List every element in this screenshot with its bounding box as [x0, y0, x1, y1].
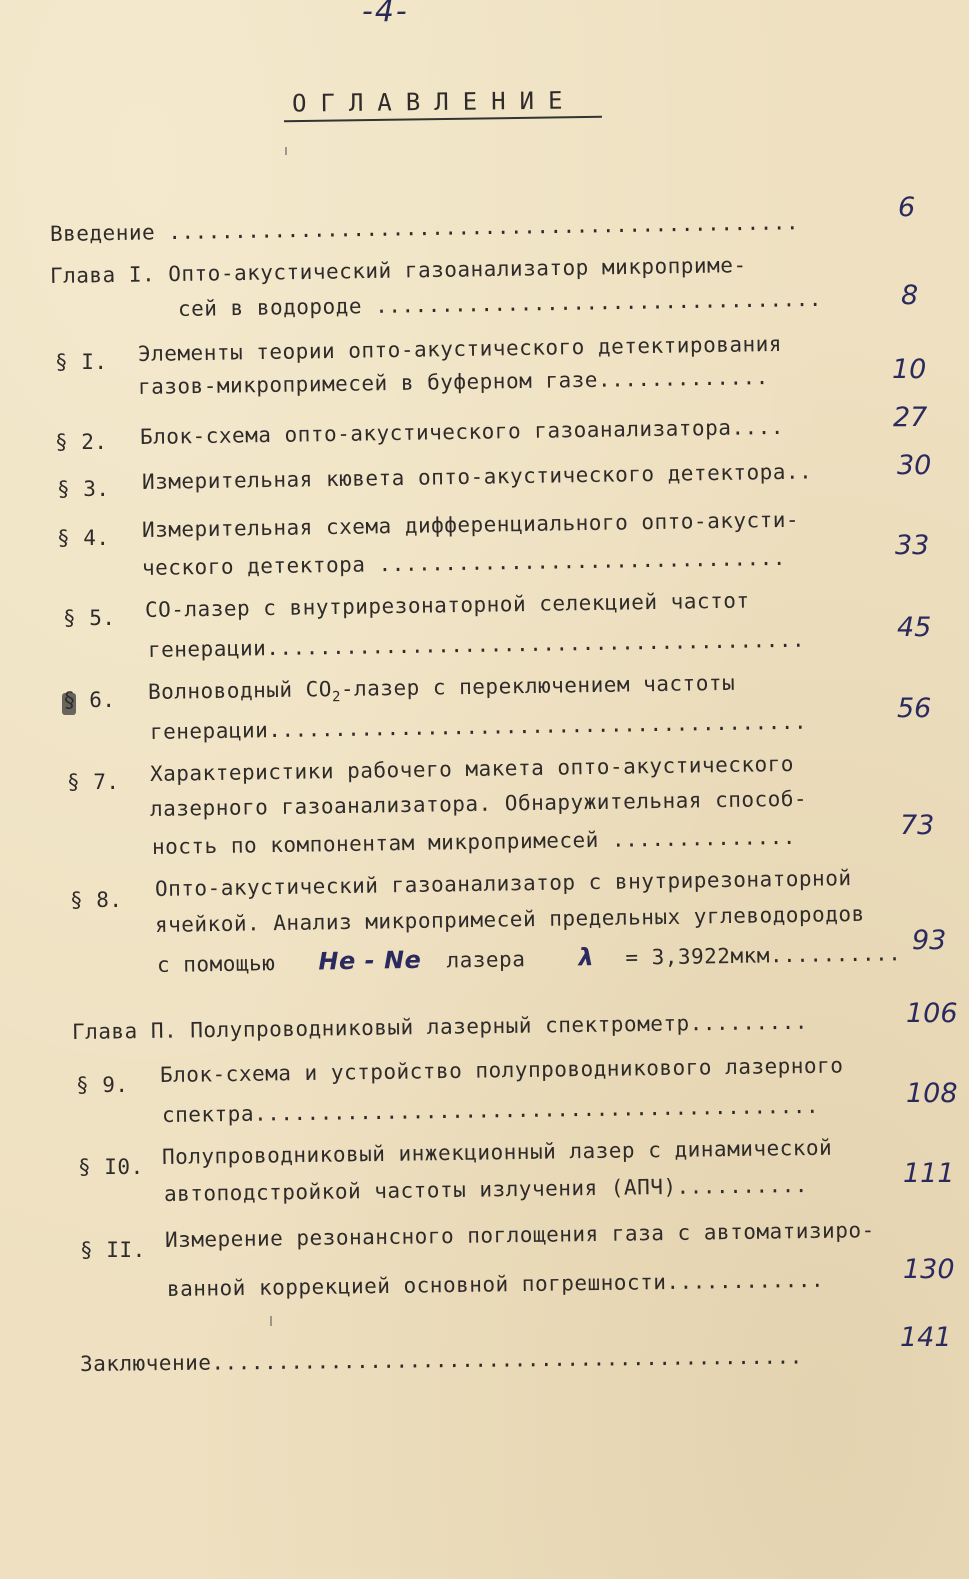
page-ref-section-8: 93	[912, 925, 947, 956]
page-ref-section-7: 73	[900, 810, 935, 841]
toc-section-8-text-c: = 3,3922мкм..........	[625, 941, 902, 970]
toc-section-4-line-2: ческого детектора ...............................	[141, 545, 787, 580]
toc-section-7-line-1: Характеристики рабочего макета опто-акустического	[149, 751, 795, 786]
toc-section-10-line-2: автоподстройкой частоты излучения (АПЧ)..........	[163, 1173, 809, 1206]
page-ref-section-10: 111	[903, 1158, 955, 1189]
handwritten-lambda: λ	[578, 943, 595, 972]
toc-section-1-line-1: Элементы теории опто-акустического детектирования	[137, 331, 783, 366]
page-ref-introduction: 6	[898, 192, 916, 223]
section-label-8: § 8.	[70, 888, 123, 912]
toc-section-6-text-a: Волноводный СО	[147, 677, 333, 704]
toc-section-7-line-3: ность по компонентам микропримесей ..............	[151, 824, 797, 859]
toc-section-10-line-1: Полупроводниковый инжекционный лазер с динамической	[161, 1135, 833, 1169]
section-label-7: § 7.	[67, 770, 120, 794]
toc-section-8-text-b: лазера	[446, 947, 526, 973]
toc-entry-introduction: Введение ................................................	[49, 210, 800, 246]
page-ref-chapter-2: 106	[906, 998, 958, 1029]
page-ref-section-11: 130	[903, 1254, 955, 1285]
toc-section-11-line-1: Измерение резонансного поглощения газа с автоматизиро-	[164, 1218, 875, 1252]
page-ref-section-2: 27	[893, 402, 928, 433]
toc-section-8-line-2: ячейкой. Анализ микропримесей предельных углеводородов	[154, 901, 865, 937]
toc-chapter-1-line-2: сей в водороде ..................................	[177, 286, 823, 321]
page-ref-chapter-1: 8	[901, 280, 919, 311]
section-label-3: § 3.	[57, 477, 110, 501]
toc-section-1-line-2: газов-микропримесей в буферном газе.............	[137, 365, 769, 399]
page-ref-conclusion: 141	[900, 1322, 952, 1353]
toc-section-6-line-2: генерации.........................................	[149, 709, 808, 744]
toc-section-8-text-a: с помощью	[156, 951, 276, 977]
page-number: -4-	[362, 0, 409, 29]
toc-section-6-text-b: -лазер с переключением частоты	[340, 670, 736, 701]
toc-section-11-line-2: ванной коррекцией основной погрешности............	[166, 1267, 825, 1301]
toc-chapter-2: Глава П. Полупроводниковый лазерный спектрометр.........	[71, 1009, 809, 1044]
section-label-1: § I.	[55, 350, 108, 374]
section-label-6: § 6.	[63, 688, 116, 712]
toc-section-3: Измерительная кювета опто-акустического детектора..	[141, 459, 813, 494]
page-ref-section-3: 30	[897, 450, 932, 481]
section-label-9: § 9.	[76, 1073, 129, 1097]
page-ref-section-4: 33	[895, 530, 930, 561]
ink-mark	[285, 147, 287, 155]
page-ref-section-6: 56	[897, 693, 932, 724]
toc-section-2: Блок-схема опто-акустического газоанализатора....	[139, 414, 785, 449]
toc-section-6-line-1	[148, 671, 736, 708]
toc-section-7-line-2: лазерного газоанализатора. Обнаружительная способ-	[149, 786, 808, 821]
section-label-2: § 2.	[55, 430, 108, 454]
toc-section-8-line-3	[157, 938, 902, 978]
toc-section-5-line-1: СО-лазер с внутрирезонаторной селекцией частот	[144, 588, 750, 622]
toc-conclusion: Заключение.............................................	[79, 1344, 803, 1376]
section-label-11: § II.	[80, 1238, 146, 1262]
ink-mark	[270, 1316, 272, 1326]
subscript-2: 2	[331, 689, 342, 706]
handwritten-he-ne: He - Ne	[318, 945, 422, 976]
toc-section-5-line-2: генерации.........................................	[147, 627, 806, 662]
section-label-5: § 5.	[63, 606, 116, 630]
toc-chapter-1-line-1: Глава I. Опто-акустический газоанализатор микроприме-	[49, 253, 747, 288]
page-ref-section-9: 108	[906, 1078, 958, 1109]
section-label-10: § I0.	[78, 1155, 144, 1179]
page-ref-section-1: 10	[892, 354, 927, 385]
page-ref-section-5: 45	[897, 612, 932, 643]
toc-section-8-line-1: Опто-акустический газоанализатор с внутрирезонаторной	[154, 866, 852, 901]
toc-section-9-line-1: Блок-схема и устройство полупроводникового лазерного	[159, 1053, 844, 1087]
toc-section-4-line-1: Измерительная схема дифференциального опто-акусти-	[141, 507, 800, 542]
toc-section-9-line-2: спектра...........................................	[161, 1093, 820, 1127]
section-label-4: § 4.	[57, 526, 110, 550]
document-title: ОГЛАВЛЕНИЕ	[291, 86, 577, 118]
